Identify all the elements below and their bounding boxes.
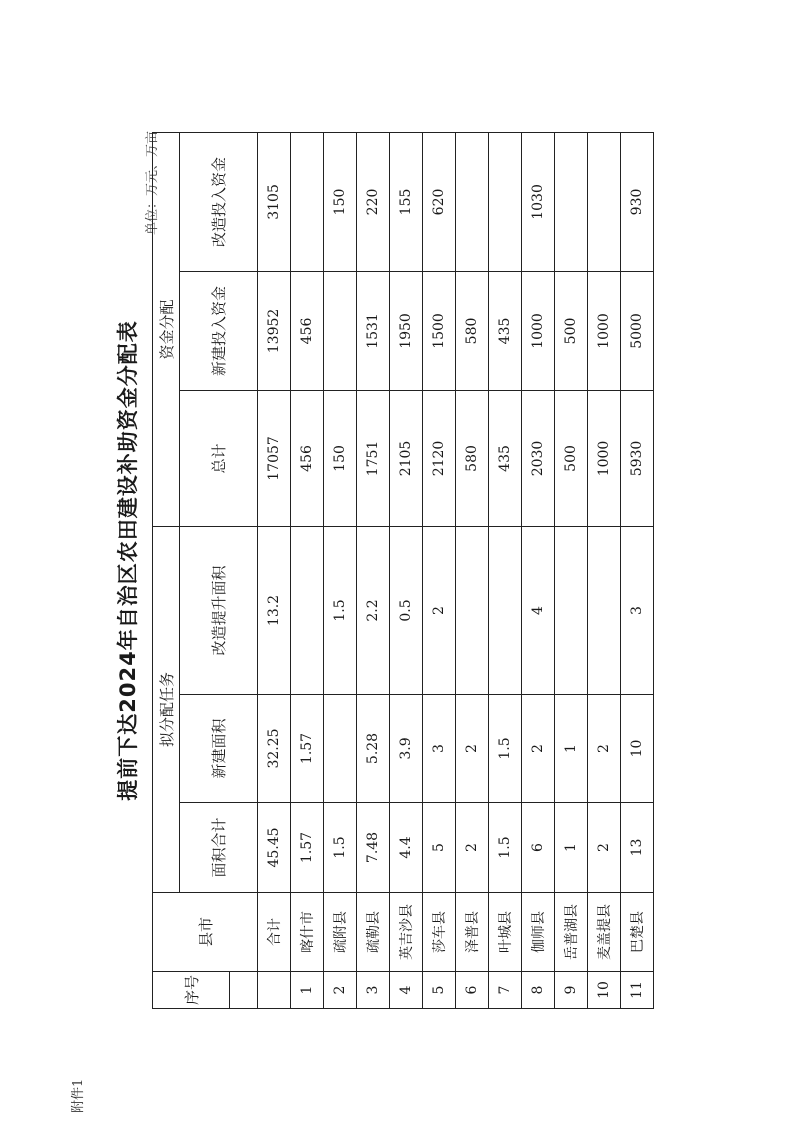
header-task-group: 拟分配任务 [153, 526, 180, 892]
cell-county: 英吉沙县 [390, 893, 423, 972]
cell-upgrade-area [489, 526, 522, 694]
cell-fund-total: 580 [456, 390, 489, 526]
table-row [522, 132, 555, 1008]
cell-upgrade-area [588, 526, 621, 694]
cell-new-area [324, 695, 357, 803]
cell-county: 莎车县 [423, 893, 456, 972]
attachment-label: 附件1 [71, 1078, 86, 1113]
cell-new-area: 5.28 [357, 695, 390, 803]
cell-upgrade-area: 4 [522, 526, 555, 694]
header-upgrade-area: 改造提升面积 [180, 526, 258, 694]
cell-fund-total: 500 [555, 390, 588, 526]
cell-county: 疏勒县 [357, 893, 390, 972]
cell-new-area: 10 [621, 695, 654, 803]
allocation-table [152, 132, 654, 1009]
total-row [258, 132, 291, 1008]
cell-county: 巴楚县 [621, 893, 654, 972]
total-new-area: 32.25 [258, 695, 291, 803]
total-new-fund: 13952 [258, 271, 291, 390]
cell-area-total: 6 [522, 803, 555, 893]
total-area: 45.45 [258, 803, 291, 893]
cell-upgrade-fund [588, 132, 621, 271]
table-row [357, 132, 390, 1008]
cell-new-area: 1.5 [489, 695, 522, 803]
cell-county: 伽师县 [522, 893, 555, 972]
cell-new-fund: 435 [489, 271, 522, 390]
total-label: 合计 [258, 893, 291, 972]
cell-seq: 8 [522, 972, 555, 1009]
cell-upgrade-fund [456, 132, 489, 271]
cell-upgrade-fund [555, 132, 588, 271]
cell-seq: 4 [390, 972, 423, 1009]
table-row [324, 132, 357, 1008]
cell-upgrade-area [555, 526, 588, 694]
cell-area-total: 2 [588, 803, 621, 893]
cell-area-total: 7.48 [357, 803, 390, 893]
cell-upgrade-area: 3 [621, 526, 654, 694]
cell-seq: 2 [324, 972, 357, 1009]
header-new-area: 新建面积 [180, 695, 258, 803]
table-row [291, 132, 324, 1008]
header-new-fund: 新建投入资金 [180, 271, 258, 390]
header-fund-total: 总计 [180, 390, 258, 526]
cell-upgrade-fund [489, 132, 522, 271]
cell-seq: 5 [423, 972, 456, 1009]
cell-upgrade-area [456, 526, 489, 694]
cell-county: 叶城县 [489, 893, 522, 972]
cell-new-fund: 1500 [423, 271, 456, 390]
cell-fund-total: 2030 [522, 390, 555, 526]
cell-seq: 3 [357, 972, 390, 1009]
cell-new-fund: 1000 [588, 271, 621, 390]
cell-new-fund: 500 [555, 271, 588, 390]
table-row [390, 132, 423, 1008]
cell-upgrade-fund: 930 [621, 132, 654, 271]
cell-seq: 7 [489, 972, 522, 1009]
cell-seq: 1 [291, 972, 324, 1009]
table-row [555, 132, 588, 1008]
total-upgrade-area: 13.2 [258, 526, 291, 694]
cell-area-total: 1.57 [291, 803, 324, 893]
cell-fund-total: 456 [291, 390, 324, 526]
table-row [423, 132, 456, 1008]
cell-new-fund: 5000 [621, 271, 654, 390]
cell-upgrade-area: 1.5 [324, 526, 357, 694]
header-county: 县市 [153, 893, 258, 972]
cell-seq: 10 [588, 972, 621, 1009]
cell-upgrade-area: 0.5 [390, 526, 423, 694]
cell-area-total: 1 [555, 803, 588, 893]
cell-fund-total: 2105 [390, 390, 423, 526]
table-row [588, 132, 621, 1008]
unit-note: 单位：万元、万亩 [145, 131, 160, 236]
cell-upgrade-area: 2.2 [357, 526, 390, 694]
page-title: 提前下达2024年自治区农田建设补助资金分配表 [116, 320, 140, 801]
cell-area-total: 1.5 [489, 803, 522, 893]
cell-new-fund: 1000 [522, 271, 555, 390]
cell-new-fund: 1950 [390, 271, 423, 390]
cell-area-total: 2 [456, 803, 489, 893]
cell-upgrade-fund: 220 [357, 132, 390, 271]
table-row [456, 132, 489, 1008]
cell-new-area: 3.9 [390, 695, 423, 803]
cell-new-fund: 580 [456, 271, 489, 390]
cell-upgrade-fund [291, 132, 324, 271]
cell-county: 泽普县 [456, 893, 489, 972]
cell-upgrade-area [291, 526, 324, 694]
header-seq: 序号 [153, 972, 230, 1009]
total-fund: 17057 [258, 390, 291, 526]
header-upgrade-fund: 改造投入资金 [180, 132, 258, 271]
cell-new-fund [324, 271, 357, 390]
cell-upgrade-fund: 155 [390, 132, 423, 271]
cell-new-area: 2 [588, 695, 621, 803]
cell-seq: 6 [456, 972, 489, 1009]
header-fund-group: 资金分配 [153, 132, 180, 526]
table-row [621, 132, 654, 1008]
cell-upgrade-fund: 620 [423, 132, 456, 271]
cell-new-area: 1.57 [291, 695, 324, 803]
cell-area-total: 13 [621, 803, 654, 893]
cell-upgrade-fund: 150 [324, 132, 357, 271]
cell-seq: 9 [555, 972, 588, 1009]
cell-upgrade-fund: 1030 [522, 132, 555, 271]
cell-county: 疏附县 [324, 893, 357, 972]
cell-new-area: 2 [522, 695, 555, 803]
cell-new-area: 3 [423, 695, 456, 803]
cell-fund-total: 1751 [357, 390, 390, 526]
cell-upgrade-area: 2 [423, 526, 456, 694]
cell-new-area: 2 [456, 695, 489, 803]
cell-new-fund: 456 [291, 271, 324, 390]
cell-area-total: 5 [423, 803, 456, 893]
total-seq [258, 972, 291, 1009]
cell-fund-total: 150 [324, 390, 357, 526]
total-upgrade-fund: 3105 [258, 132, 291, 271]
cell-seq: 11 [621, 972, 654, 1009]
cell-new-area: 1 [555, 695, 588, 803]
cell-area-total: 1.5 [324, 803, 357, 893]
cell-fund-total: 1000 [588, 390, 621, 526]
cell-fund-total: 435 [489, 390, 522, 526]
cell-fund-total: 2120 [423, 390, 456, 526]
header-area-total: 面积合计 [180, 803, 258, 893]
table-row [489, 132, 522, 1008]
cell-county: 喀什市 [291, 893, 324, 972]
cell-county: 麦盖提县 [588, 893, 621, 972]
header-seq-blank [230, 972, 258, 1009]
cell-new-fund: 1531 [357, 271, 390, 390]
cell-county: 岳普湖县 [555, 893, 588, 972]
cell-area-total: 4.4 [390, 803, 423, 893]
cell-fund-total: 5930 [621, 390, 654, 526]
